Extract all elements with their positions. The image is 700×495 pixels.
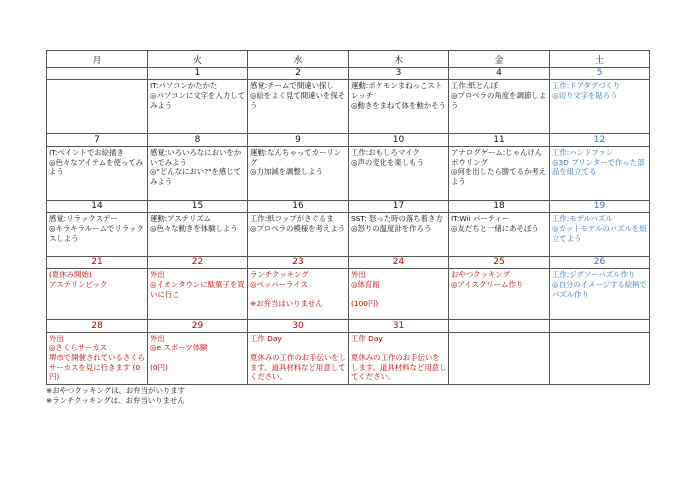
weekday-thu: 木 [349, 51, 449, 68]
date-number: 15 [148, 200, 248, 212]
day-activity-cell [47, 269, 148, 320]
activity-text: 運動:ポケモンまねっこストレッチ ◎動きをまねて体を動かそう [351, 81, 446, 110]
date-row [47, 200, 650, 212]
activity-text: アナログゲーム:じゃんけんボウリング ◎何を出したら勝てるか考えよう [451, 147, 547, 186]
date-row [47, 134, 650, 146]
weekday-fri: 金 [449, 51, 550, 68]
footnote-lunch: ※ランチクッキングは、お弁当いりません [46, 395, 185, 405]
day-activity-cell [550, 269, 650, 320]
activity-text: 工作:モデルパズル ◎カットモデルのパズルを組立てよう [552, 214, 647, 243]
date-number [550, 320, 650, 332]
activity-text: おやつクッキング ◎アイスクリーム作り [451, 270, 524, 290]
day-activity-cell [148, 146, 248, 200]
day-activity-cell [148, 213, 248, 257]
weekday-tue: 火 [148, 51, 248, 68]
date-number: 18 [449, 200, 550, 212]
activity-calendar [46, 50, 650, 385]
day-activity-cell [449, 213, 550, 257]
activity-text: 工作:ドアタグづくり ◎切り文字を貼ろう [552, 81, 621, 101]
date-number: 21 [47, 257, 148, 269]
activity-text: 感覚:チームで間違い探し ◎絵をよく見て間違いを探そう [250, 81, 346, 110]
day-activity-cell [148, 80, 248, 134]
day-activity-cell [349, 269, 449, 320]
activity-text: ランチクッキング ◎ペッパーライス ※お弁当はいりません [250, 270, 323, 309]
date-number: 23 [248, 257, 349, 269]
date-number: 12 [550, 134, 650, 146]
date-number: 8 [148, 134, 248, 146]
footnote-snack: ※おやつクッキングは、お弁当がいります [46, 386, 186, 395]
date-number [47, 68, 148, 80]
day-activity-cell [449, 146, 550, 200]
activity-text: 運動:なんちゃってカーリング ◎力加減を調整しよう [250, 147, 342, 177]
date-number: 16 [248, 200, 349, 212]
day-activity-cell [349, 213, 449, 257]
day-activity-cell [349, 146, 449, 200]
activity-text: SST: 怒った時の落ち着き方 ◎怒りの温度計を作ろう [351, 214, 443, 234]
day-activity-cell [248, 213, 349, 257]
date-number: 5 [550, 68, 650, 80]
date-number: 9 [248, 134, 349, 146]
activity-text: 工作:ハンドファン ◎3D プリンターで作った部品を組立てる [552, 147, 645, 177]
activity-text: 工作:ジグソーパズル作り ◎自分のイメージする絵柄でパズル作り [552, 270, 647, 299]
date-number: 26 [550, 257, 650, 269]
activity-row [47, 332, 650, 384]
day-activity-cell [248, 269, 349, 320]
day-activity-cell [550, 80, 650, 134]
activity-text: 感覚:リラックスデー ◎キラキラルームでリラックスしよう [49, 214, 144, 243]
activity-text: IT:ペイントでお絵描き ◎色々なアイテムを使ってみよう [49, 147, 144, 177]
date-number: 17 [349, 200, 449, 212]
date-number: 28 [47, 320, 148, 332]
activity-text: 外出 ◎e スポーツ体験 (0円) [150, 333, 208, 372]
day-activity-cell [47, 80, 148, 134]
activity-row [47, 80, 650, 134]
date-number: 30 [248, 320, 349, 332]
footnotes [46, 386, 185, 405]
date-number: 14 [47, 200, 148, 212]
date-number: 10 [349, 134, 449, 146]
date-number: 24 [349, 257, 449, 269]
day-activity-cell [248, 80, 349, 134]
weekday-sat: 土 [550, 51, 650, 68]
day-activity-cell [550, 146, 650, 200]
day-activity-cell [449, 332, 550, 384]
day-activity-cell [47, 332, 148, 384]
weekday-mon: 月 [47, 51, 148, 68]
date-number: 25 [449, 257, 550, 269]
date-number [449, 320, 550, 332]
activity-text: 工作:紙とんぼ ◎プロペラの角度を調節しよう [451, 81, 547, 110]
activity-text: IT:Wii パーティー ◎友だちと一緒にあそぼう [451, 214, 539, 234]
activity-text: IT:パソコンかたかた ◎パソコンに文字を入力してみよう [150, 81, 245, 110]
weekday-wed: 水 [248, 51, 349, 68]
activity-text: 外出 ◎さくらサーカス 堺市で開催されているさくらサーカスを見に行きます (0円) [49, 333, 146, 382]
date-number: 7 [47, 134, 148, 146]
activity-row [47, 146, 650, 200]
date-number: 2 [248, 68, 349, 80]
day-activity-cell [449, 80, 550, 134]
activity-text: 外出 ◎体育館 (100円) [351, 270, 380, 309]
date-number: 4 [449, 68, 550, 80]
day-activity-cell [449, 269, 550, 320]
date-row [47, 320, 650, 332]
activity-text: 工作:紙コップがさぐるま ◎プロペラの模様を考えよう [250, 214, 346, 234]
activity-text: 運動:アステリズム ◎色々な動きを体験しよう [150, 214, 238, 234]
activity-row [47, 213, 650, 257]
activity-text: 外出 ◎イオンタウンに駄菓子を買いに行こ [150, 270, 245, 299]
activity-text: 工作 Day 夏休みの工作のお手伝いをします。道具材料など用意してください。 [351, 333, 447, 382]
date-number: 19 [550, 200, 650, 212]
day-activity-cell [349, 80, 449, 134]
day-activity-cell [550, 213, 650, 257]
activity-text: 工作:おもしろマイク ◎声の変化を楽しもう [351, 147, 424, 167]
weekday-header-row [47, 51, 650, 68]
date-row [47, 257, 650, 269]
day-activity-cell [47, 213, 148, 257]
activity-row [47, 269, 650, 320]
day-activity-cell [248, 146, 349, 200]
activity-text: (夏休み開始) アステリンピック [49, 270, 108, 290]
day-activity-cell [248, 332, 349, 384]
activity-text: 工作 Day 夏休みの工作のお手伝いをします。道具材料など用意してください。 [250, 333, 347, 382]
date-number: 11 [449, 134, 550, 146]
day-activity-cell [47, 146, 148, 200]
date-number: 1 [148, 68, 248, 80]
date-number: 29 [148, 320, 248, 332]
date-number: 31 [349, 320, 449, 332]
day-activity-cell [148, 269, 248, 320]
date-number: 22 [148, 257, 248, 269]
day-activity-cell [349, 332, 449, 384]
activity-text: 感覚:いろいろなにおいをかいでみよう ◎"どんなにおい?"を感じてみよう [150, 147, 242, 186]
date-number: 3 [349, 68, 449, 80]
day-activity-cell [550, 332, 650, 384]
day-activity-cell [148, 332, 248, 384]
date-row [47, 68, 650, 80]
